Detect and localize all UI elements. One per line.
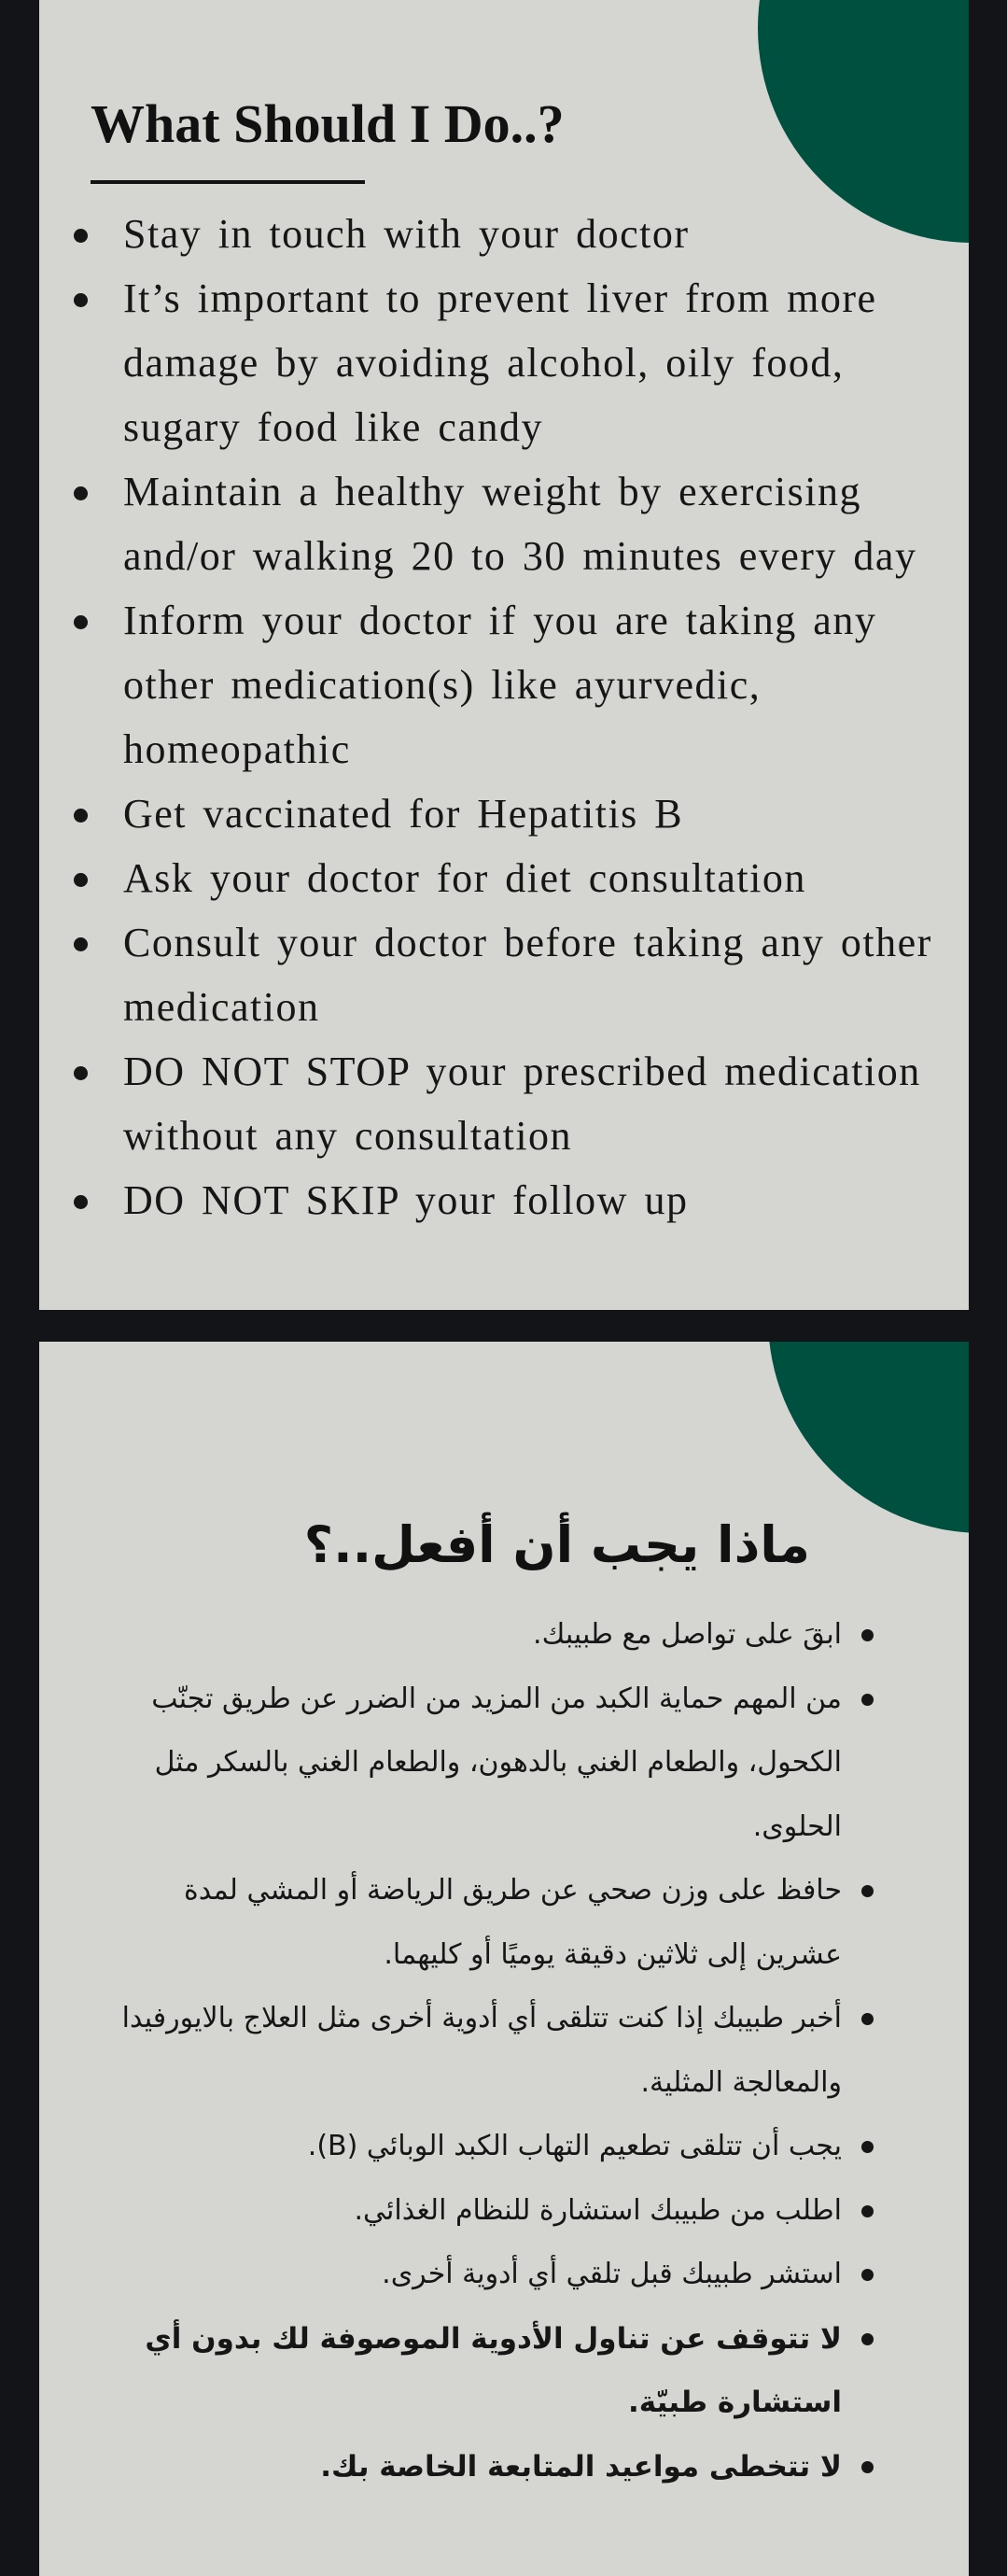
list-item: اطلب من طبيبك استشارة للنظام الغذائي. — [119, 2179, 875, 2244]
arabic-title: ماذا يجب أن أفعل..؟ — [303, 1515, 810, 1574]
list-item: Maintain a healthy weight by exercising and/or walking 20 to 30 minutes every day — [70, 459, 961, 588]
list-item: Consult your doctor before taking any other medication — [70, 910, 961, 1039]
list-item: حافظ على وزن صحي عن طريق الرياضة أو المشي لمدة عشرين إلى ثلاثين دقيقة يوميًا أو كليهما. — [119, 1859, 875, 1987]
list-item: Inform your doctor if you are taking any other medication(s) like ayurvedic, homeopathic — [70, 588, 961, 781]
list-item: أخبر طبيبك إذا كنت تتلقى أي أدوية أخرى مثل العلاج بالايورفيدا والمعالجة المثلية. — [119, 1987, 875, 2115]
list-item: Ask your doctor for diet consultation — [70, 846, 961, 910]
title-underline — [91, 180, 365, 184]
list-item: لا تتخطى مواعيد المتابعة الخاصة بك. — [119, 2435, 875, 2499]
list-item: Get vaccinated for Hepatitis B — [70, 781, 961, 846]
arabic-list — [119, 1603, 875, 2499]
english-title: What Should I Do..? — [91, 93, 565, 154]
list-item: لا تتوقف عن تناول الأدوية الموصوفة لك بدون أي استشارة طبيّة. — [119, 2307, 875, 2435]
list-item: استشر طبيبك قبل تلقي أي أدوية أخرى. — [119, 2243, 875, 2307]
list-item: DO NOT STOP your prescribed medication without any consultation — [70, 1039, 961, 1168]
arabic-card — [39, 1342, 969, 2576]
english-list — [70, 202, 961, 1232]
english-card — [39, 0, 969, 1310]
list-item: DO NOT SKIP your follow up — [70, 1168, 961, 1232]
list-item: يجب أن تتلقى تطعيم التهاب الكبد الوبائي (B). — [119, 2115, 875, 2179]
list-item: من المهم حماية الكبد من المزيد من الضرر عن طريق تجنّب الكحول، والطعام الغني بالدهون، والطعام الغني بالسكر مثل الحلوى. — [119, 1668, 875, 1860]
list-item: Stay in touch with your doctor — [70, 202, 961, 266]
list-item: It’s important to prevent liver from more damage by avoiding alcohol, oily food, sugary food like candy — [70, 266, 961, 459]
corner-decoration — [768, 1342, 969, 1533]
list-item: ابقَ على تواصل مع طبيبك. — [119, 1603, 875, 1668]
